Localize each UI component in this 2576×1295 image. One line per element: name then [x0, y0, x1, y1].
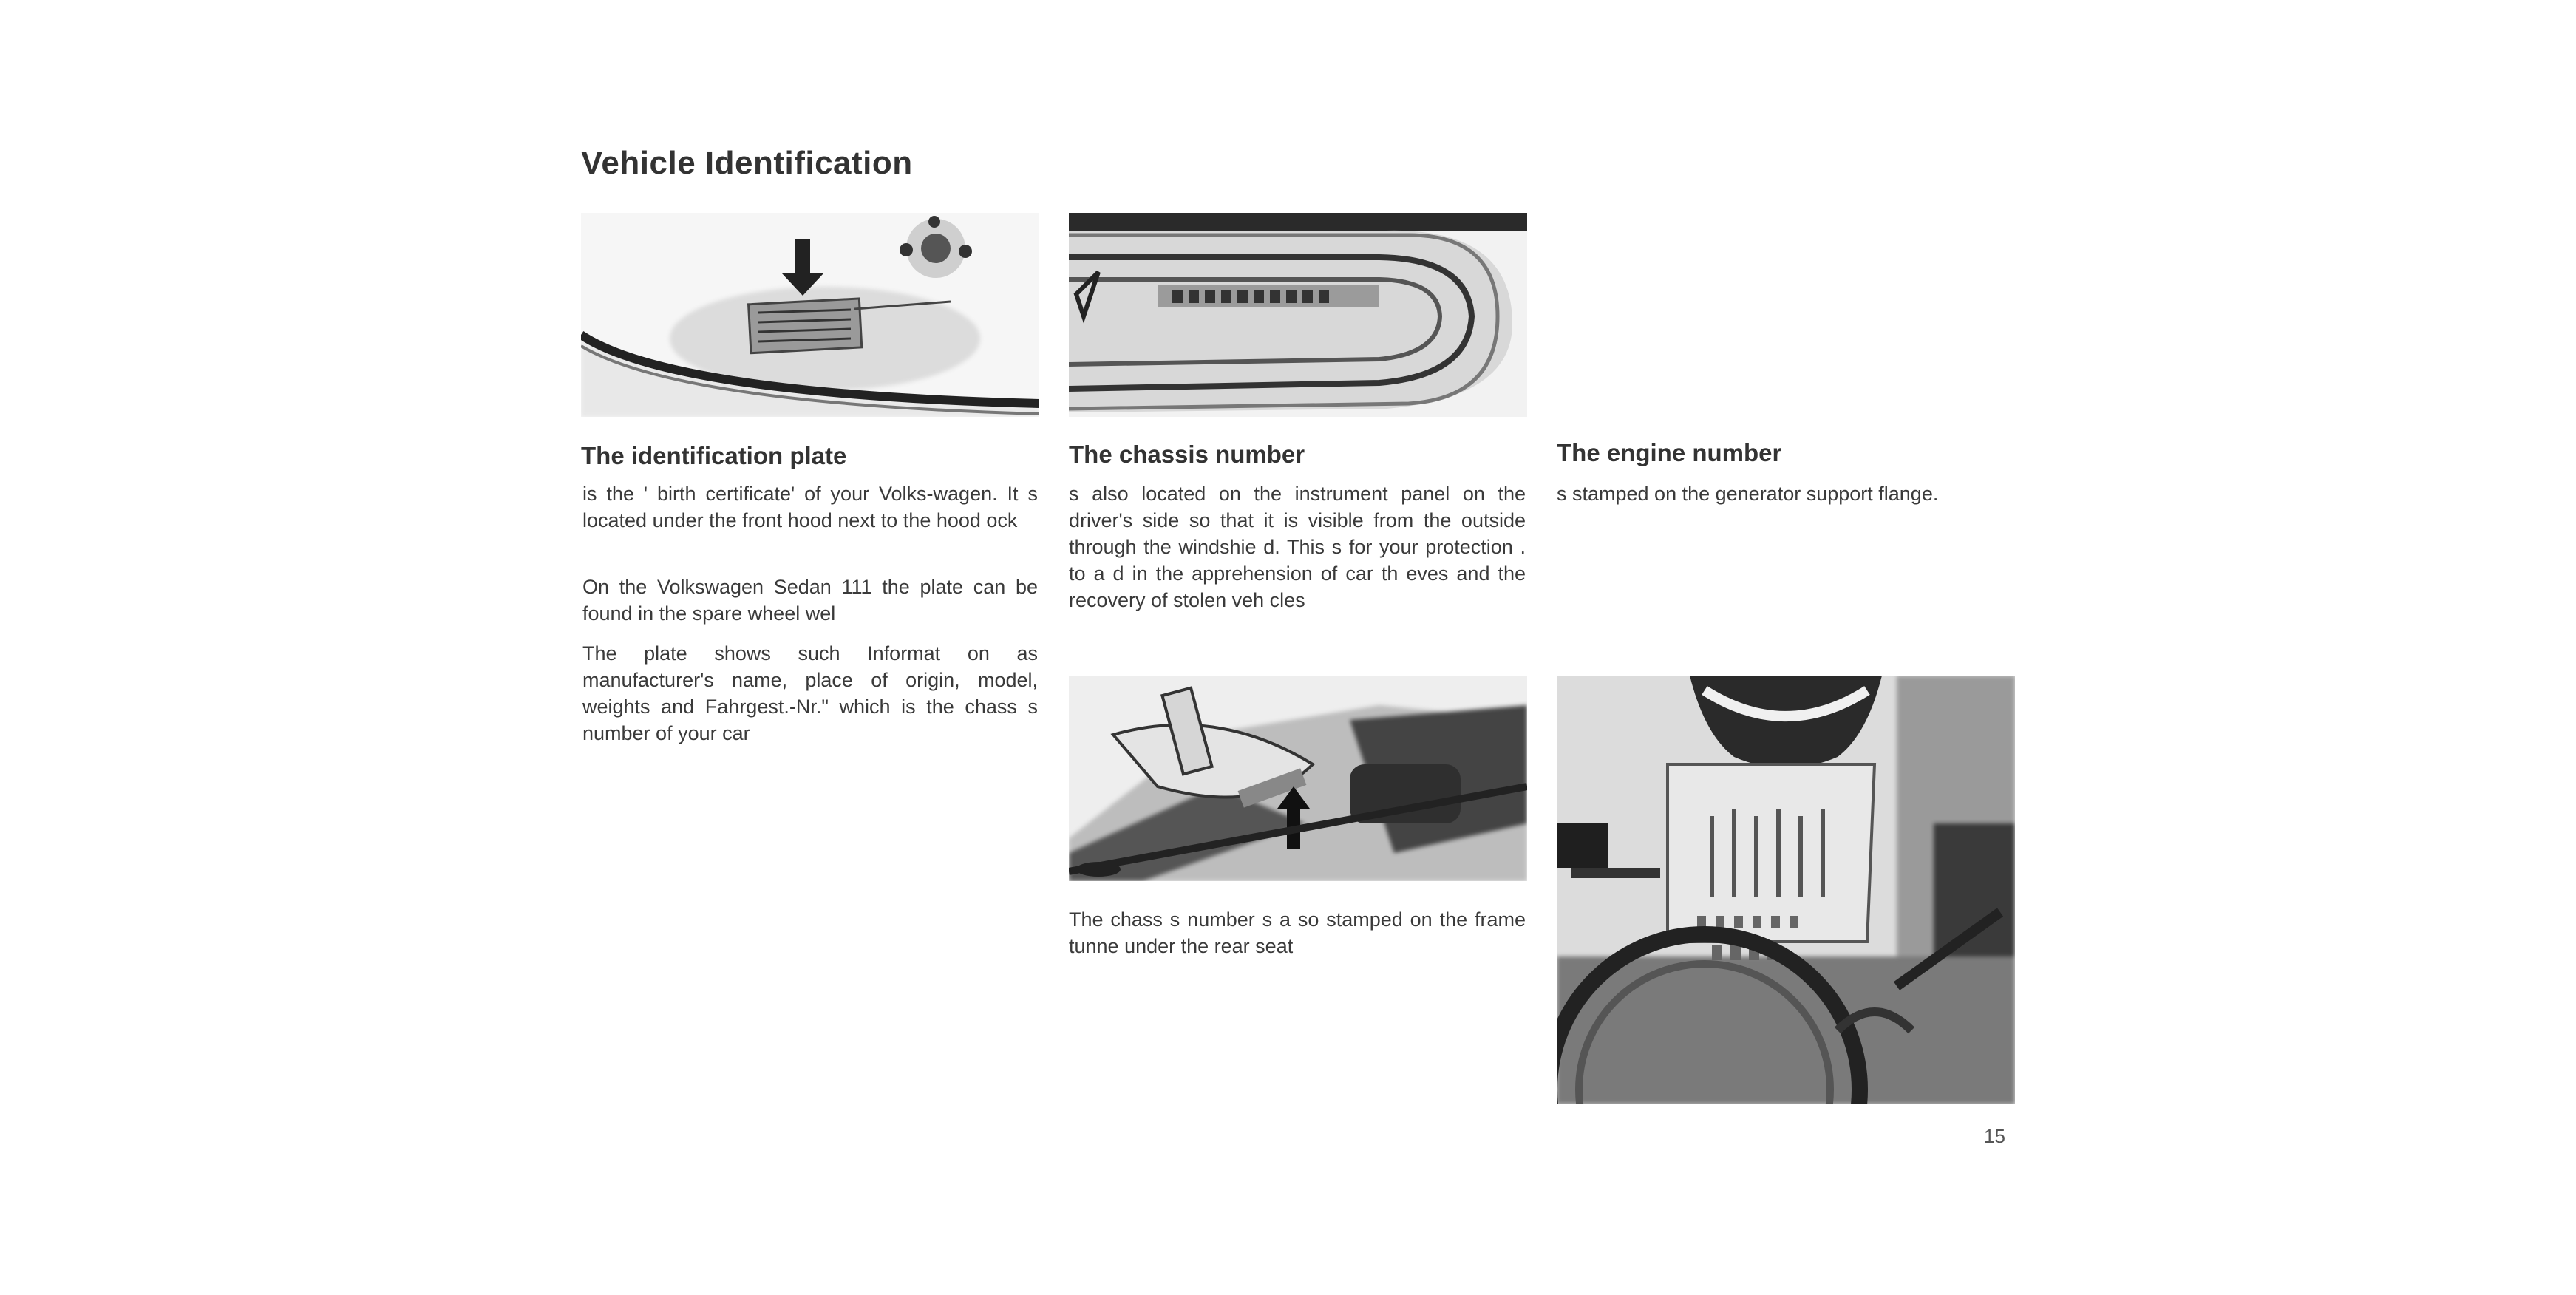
identification-plate-paragraph-1: is the ' birth certificate' of your Volks-wagen. It s located under the front hood next to the hood ock — [582, 483, 1038, 531]
chassis-number-heading: The chassis number — [1069, 441, 1305, 468]
chassis-number-paragraph: s also located on the instrument panel on the driver's side so that it is visible from the outside through the windshie d. This s for your protection . to a d in the apprehension of car th eves and the recovery of stolen veh cles — [1069, 483, 1526, 611]
windshield-photo — [1069, 213, 1527, 417]
identification-plate-paragraph-3: The plate shows such Informat on as manufacturer's name, place of origin, model, weights and Fahrgest.-Nr." which is the chass s number of your car — [582, 642, 1038, 744]
page-title: Vehicle Identification — [581, 145, 913, 181]
identification-plate-heading: The identification plate — [581, 442, 847, 469]
engine-number-paragraph: s stamped on the generator support flange. — [1557, 483, 1939, 505]
frame-tunnel-illustration — [1069, 676, 1527, 881]
chassis-number-caption: The chass s number s a so stamped on the frame tunne under the rear seat — [1069, 908, 1526, 957]
identification-plate-photo — [581, 213, 1039, 417]
identification-plate-illustration — [581, 213, 1039, 417]
frame-tunnel-photo — [1069, 676, 1527, 881]
windshield-illustration — [1069, 213, 1527, 417]
engine-number-heading: The engine number — [1557, 439, 1782, 466]
engine-photo — [1557, 676, 2015, 1104]
page-number: 15 — [1984, 1125, 2005, 1147]
identification-plate-paragraph-2: On the Volkswagen Sedan 111 the plate can be found in the spare wheel wel — [582, 576, 1038, 625]
engine-illustration — [1557, 676, 2015, 1104]
